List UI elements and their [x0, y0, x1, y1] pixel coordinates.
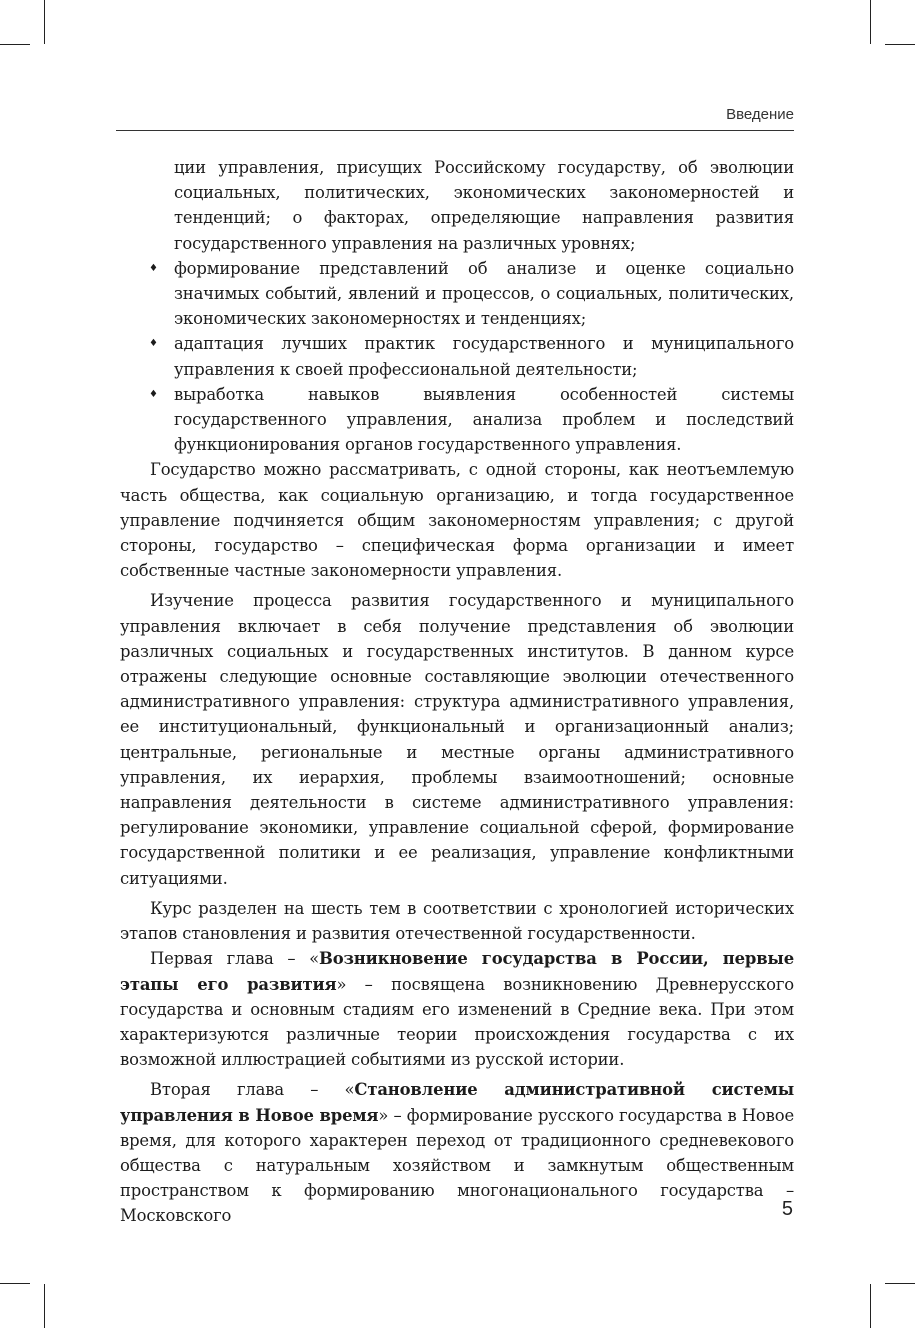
crop-mark-bottom-right-vertical [870, 1284, 871, 1328]
diamond-bullet-icon: ♦ [149, 262, 158, 274]
paragraph-course-structure: Курс разделен на шесть тем в соответствии с хронологией исторических этапов становления и развития отечественной государственности. [120, 898, 794, 944]
crop-mark-top-right-horizontal [885, 44, 915, 45]
list-item [120, 382, 794, 458]
paragraph-course-scope: Изучение процесса развития государственного и муниципального управления включает в себя получение представления об эволюции различных социальных и государственных институтов. В данном курсе отражены следующие основные составляющие эволюции отечественного административного управления: структура административного управления, ее институциональный, функциональный и организационный анализ; центральные, региональные и местные органы административного управления, их иерархия, проблемы взаимоотношений; основные направления деятельности в системе административного управления: регулирование экономики, управление социальной сферой, формирование государственной политики и ее реализация, управление конфликтными ситуациями. [120, 591, 794, 888]
crop-mark-top-right-vertical [870, 0, 871, 44]
page-number: 5 [781, 1198, 793, 1220]
crop-mark-bottom-left-horizontal [0, 1283, 30, 1284]
page-body [120, 155, 794, 1229]
chapter-two-title: Становление административной системы управления в Новое время [120, 1080, 795, 1125]
crop-mark-bottom-right-horizontal [885, 1283, 915, 1284]
diamond-bullet-icon: ♦ [149, 338, 158, 350]
bullet-list [120, 256, 794, 458]
list-item-text: выработка навыков выявления особенностей системы государственного управления, анализа проблем и последствий функционирования органов государственного управления. [174, 384, 794, 455]
diamond-bullet-icon: ♦ [149, 388, 158, 400]
list-item [120, 256, 794, 332]
crop-mark-top-left-horizontal [0, 44, 30, 45]
paragraph-chapter-one: Первая глава – «Возникновение государства в России, первые этапы его развития» – посвящена возникновению Древнерусского государства и основным стадиям его изменений в Средние века. При этом характеризуются различные теории происхождения государства с их возможной иллюстрацией событиями из русской истории. [120, 949, 795, 1070]
list-item-text: формирование представлений об анализе и оценке социально значимых событий, явлений и процессов, о социальных, политических, экономических закономерностях и тенденциях; [174, 258, 794, 329]
running-header: Введение [726, 106, 794, 123]
list-item [120, 331, 794, 381]
paragraph-state-definition: Государство можно рассматривать, с одной стороны, как неотъемлемую часть общества, как социальную организацию, и тогда государственное управление подчиняется общим закономерностям управления; с другой стороны, государство – специфическая форма организации и имеет собственные частные закономерности управления. [120, 460, 794, 581]
list-item-text: адаптация лучших практик государственного и муниципального управления к своей профессиональной деятельности; [174, 334, 794, 379]
crop-mark-top-left-vertical [44, 0, 45, 44]
header-rule [116, 130, 794, 131]
list-continuation: ции управления, присущих Российскому государству, об эволюции социальных, политических, экономических закономерностей и тенденций; о факторах, определяющие направления развития государственного управления на различных уровнях; [174, 158, 794, 253]
crop-mark-bottom-left-vertical [44, 1284, 45, 1328]
chapter-one-title: Возникновение государства в России, первые этапы его развития [120, 949, 794, 994]
paragraph-chapter-two: Вторая глава – «Становление административной системы управления в Новое время» – формирование русского государства в Новое время, для которого характерен переход от традиционного средневекового общества с натуральным хозяйством и замкнутым общественным пространством к формированию многонационального государства – Московского [120, 1080, 795, 1226]
